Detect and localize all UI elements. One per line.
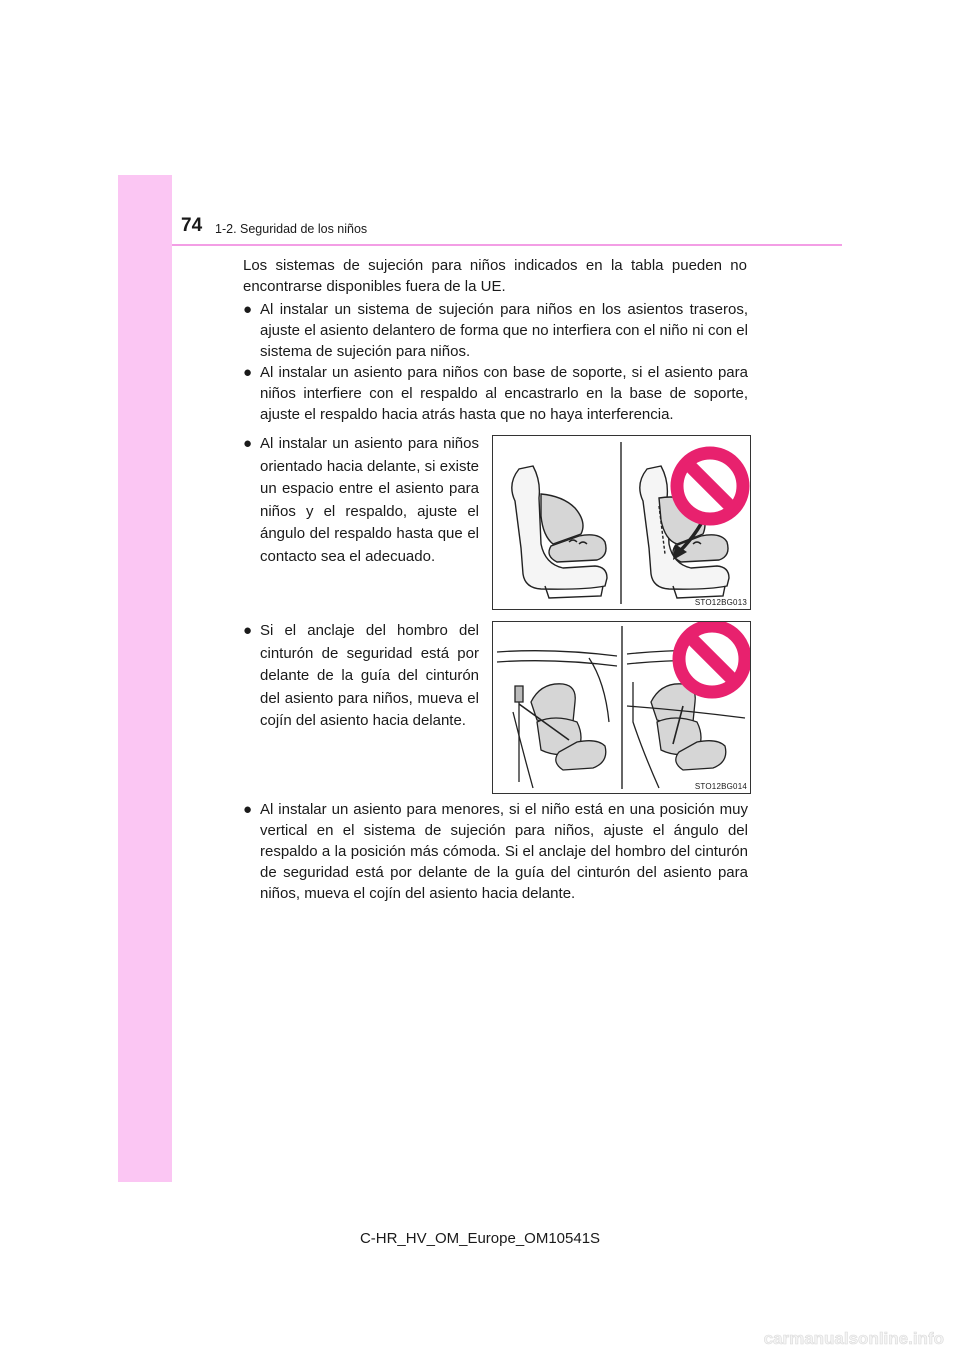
watermark-text: carmanualsonline.info (763, 1329, 944, 1348)
intro-paragraph: Los sistemas de sujeción para niños indicados en la tabla pueden no encontrarse disponibles fuera de la UE. (243, 257, 747, 295)
figure-code: STO12BG013 (694, 598, 747, 607)
bullet-text-1: Al instalar un sistema de sujeción para niños en los asientos traseros, ajuste el asiento delantero de forma que no interfiera con el niño ni con el sistema de sujeción para niños. (260, 301, 748, 360)
section-title: 1-2. Seguridad de los niños (215, 222, 368, 236)
bullet-glyph: ● (243, 435, 253, 452)
child-seat-icon (493, 436, 750, 609)
figure-belt-anchor (492, 621, 751, 794)
bullet-glyph: ● (243, 364, 253, 381)
no-sign-icon (679, 626, 745, 692)
page-number: 74 (181, 215, 203, 236)
bullet-glyph: ● (243, 301, 253, 318)
watermark (756, 1326, 946, 1350)
bullet-text-4: Si el anclaje del hombro del cinturón de seguridad está por delante de la guía del cinturón del asiento para niños, mueva el cojín del asiento hacia delante. (260, 622, 479, 729)
seat-belt-anchor-icon (493, 622, 750, 793)
bullet-glyph: ● (243, 622, 253, 639)
bullet-glyph: ● (243, 801, 253, 818)
figure-code: STO12BG014 (694, 782, 747, 791)
bullet-text-3: Al instalar un asiento para niños orientado hacia delante, si existe un espacio entre el asiento para niños y el respaldo, ajuste el ángulo del respaldo hasta que el contacto sea el adecuado. (260, 435, 479, 565)
bullet-text-2: Al instalar un asiento para niños con base de soporte, si el asiento para niños interfiere con el respaldo al encastrarlo en la base de soporte, ajuste el respaldo hacia atrás hasta que no haya interferencia. (260, 364, 748, 423)
bullet-text-5: Al instalar un asiento para menores, si el niño está en una posición muy vertical en el sistema de sujeción para niños, ajuste el ángulo del respaldo a la posición más cómoda. Si el anclaje del hombro del cinturón de seguridad está por delante de la guía del cinturón del asiento para niños, mueva el cojín del asiento hacia delante. (260, 801, 748, 902)
side-tab (118, 175, 172, 1182)
figure-child-seat-recline (492, 435, 751, 610)
document-footer: C-HR_HV_OM_Europe_OM10541S (359, 1230, 601, 1247)
header-rule (172, 244, 842, 246)
no-sign-icon (677, 453, 743, 519)
